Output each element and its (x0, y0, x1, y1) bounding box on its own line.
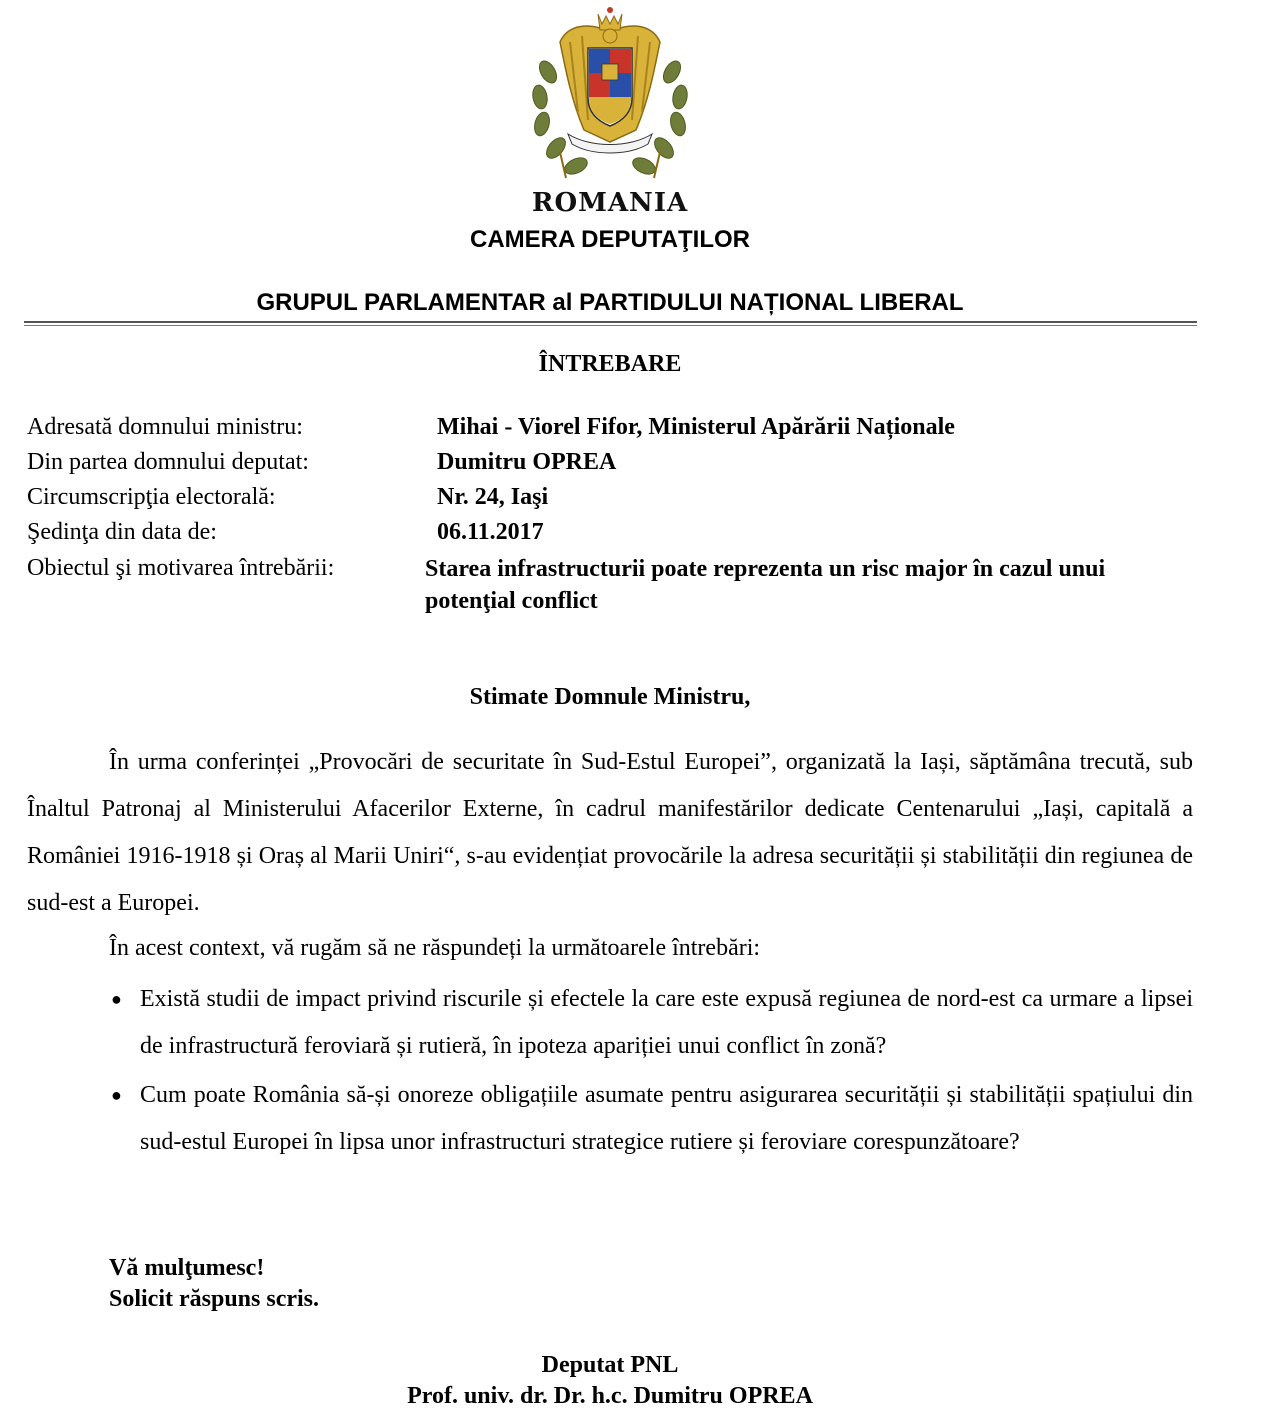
coat-of-arms-icon (520, 2, 700, 192)
meta-label: Din partea domnului deputat: (27, 449, 309, 475)
bullet-icon: ● (111, 989, 122, 1009)
question-text: Cum poate România să-și onoreze obligațiile asumate pentru asigurarea securității și stabilității spațiului din sud-estul Europei în lipsa unor infrastructuri strategice rutiere și feroviare corespunzătoare? (140, 1082, 1193, 1155)
meta-row-addressee (27, 414, 1207, 448)
document-title: ÎNTREBARE (538, 351, 682, 377)
chamber-heading: CAMERA DEPUTAŢILOR (470, 226, 750, 253)
romania-coat-of-arms-emblem (520, 2, 700, 220)
meta-row-subject (27, 555, 1207, 625)
salutation: Stimate Domnule Ministru, (469, 684, 751, 710)
bullet-icon: ● (111, 1085, 122, 1105)
meta-value: Dumitru OPREA (437, 449, 617, 475)
signature-role: Deputat PNL (541, 1352, 679, 1378)
meta-row-session-date (27, 519, 1207, 553)
closing-request: Solicit răspuns scris. (109, 1286, 320, 1312)
header-divider (24, 321, 1197, 323)
meta-label: Circumscripţia electorală: (27, 484, 276, 510)
body-paragraph (27, 739, 1193, 927)
meta-row-constituency (27, 484, 1207, 518)
meta-label: Adresată domnului ministru: (27, 414, 303, 440)
parliamentary-group-heading: GRUPUL PARLAMENTAR al PARTIDULUI NAȚIONAL LIBERAL (256, 289, 964, 316)
meta-value: Nr. 24, Iaşi (437, 484, 549, 510)
paragraph-text: În urma conferinței „Provocări de securitate în Sud-Estul Europei”, organizată la Iași, săptămâna trecută, sub Înaltul Patronaj al Ministerului Afacerilor Externe, în cadrul manifestărilor dedicate Centenarului „Iași, capitală a României 1916-1918 și Oraș al Marii Uniri“, s-au evidențiat provocările la adresa securității și stabilității din regiunea de sud-est a Europei. (27, 749, 1193, 916)
header-divider-thin (24, 325, 1197, 326)
question-text: Există studii de impact privind riscurile și efectele la care este expusă regiunea de nord-est ca urmare a lipsei de infrastructură feroviară și rutieră, în ipoteza apariției unui conflict în zonă? (140, 986, 1193, 1059)
meta-value: Mihai - Viorel Fifor, Ministerul Apărării Naționale (437, 414, 955, 440)
closing-thanks: Vă mulţumesc! (109, 1255, 265, 1281)
meta-row-deputy (27, 449, 1207, 483)
meta-label: Şedinţa din data de: (27, 519, 217, 545)
body-paragraph: În acest context, vă rugăm să ne răspundeți la următoarele întrebări: (109, 935, 761, 961)
meta-value: Starea infrastructurii poate reprezenta un risc major în cazul unui potenţial conflict (425, 556, 1106, 614)
meta-label: Obiectul şi motivarea întrebării: (27, 555, 335, 581)
emblem-caption: ROMANIA (531, 188, 689, 218)
signature-name: Prof. univ. dr. Dr. h.c. Dumitru OPREA (407, 1383, 813, 1409)
meta-value: 06.11.2017 (437, 519, 544, 545)
